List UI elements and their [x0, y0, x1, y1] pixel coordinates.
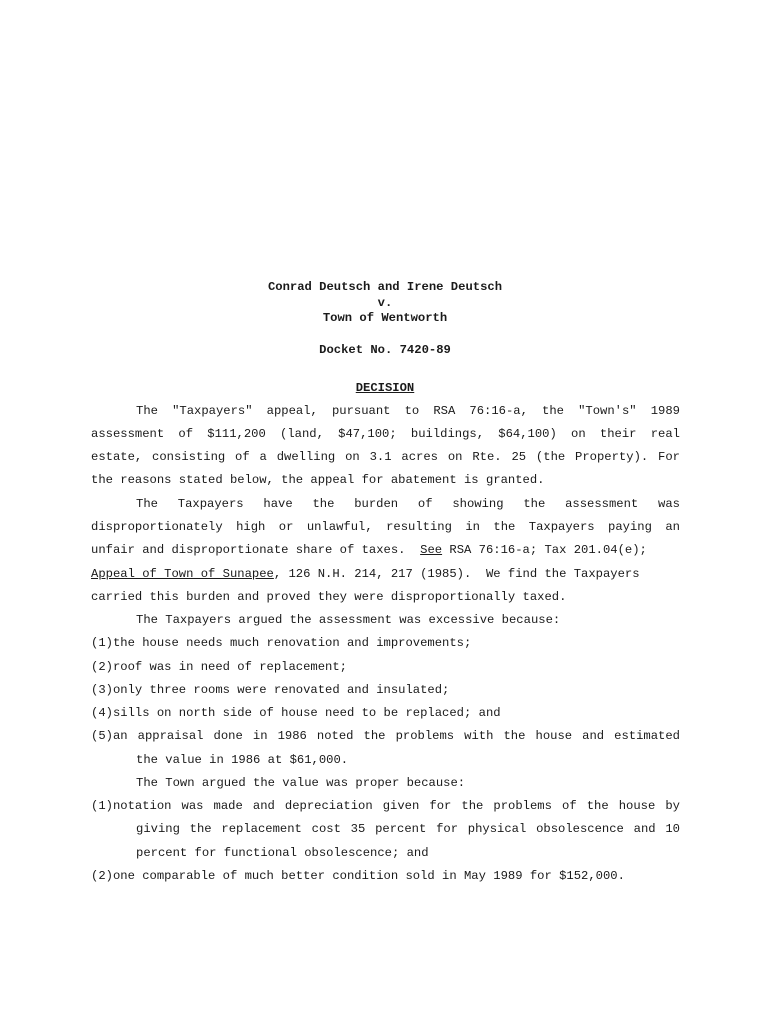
caption-parties: Conrad Deutsch and Irene Deutsch	[267, 280, 503, 294]
para2-line3-a: unfair and disproportionate share of taxes.	[91, 543, 421, 557]
docket-number: Docket No. 7420-89	[319, 343, 451, 357]
para2-line4-b: , 126 N.H. 214, 217 (1985). We find the Taxpayers	[273, 567, 640, 581]
taxpayers-item-5: (5)an appraisal done in 1986 noted the problems with the house and estimated	[91, 729, 680, 743]
decision-heading	[0, 380, 770, 396]
taxpayers-item-5-cont: the value in 1986 at $61,000.	[136, 753, 349, 767]
taxpayers-item-2: (2)roof was in need of replacement;	[91, 660, 347, 674]
case-citation: Appeal of Town of Sunapee	[91, 567, 274, 581]
para2-line3-b: RSA 76:16-a; Tax 201.04(e);	[442, 543, 647, 557]
decision-heading-text: DECISION	[355, 381, 415, 395]
town-item-1-cont: giving the replacement cost 35 percent for physical obsolescence and 10	[136, 822, 680, 836]
caption-respondent: Town of Wentworth	[322, 311, 448, 325]
caption-versus: v.	[377, 296, 393, 310]
para1-line3: estate, consisting of a dwelling on 3.1 acres on Rte. 25 (the Property). For	[91, 450, 680, 464]
para2-line2: disproportionately high or unlawful, resulting in the Taxpayers paying an	[91, 520, 680, 534]
para1-line4: the reasons stated below, the appeal for abatement is granted.	[91, 473, 545, 487]
taxpayers-item-1: (1)the house needs much renovation and improvements;	[91, 636, 472, 650]
para1-line1: The "Taxpayers" appeal, pursuant to RSA 76:16-a, the "Town's" 1989	[136, 404, 680, 418]
see-signal: See	[420, 543, 443, 557]
town-intro: The Town argued the value was proper because:	[136, 776, 466, 790]
town-item-1: (1)notation was made and depreciation given for the problems of the house by	[91, 799, 680, 813]
taxpayers-item-3: (3)only three rooms were renovated and insulated;	[91, 683, 450, 697]
para2-line5: carried this burden and proved they were disproportionally taxed.	[91, 590, 567, 604]
town-item-1-cont2: percent for functional obsolescence; and	[136, 846, 429, 860]
taxpayers-intro: The Taxpayers argued the assessment was excessive because:	[136, 613, 561, 627]
para1-line2: assessment of $111,200 (land, $47,100; buildings, $64,100) on their real	[91, 427, 680, 441]
para2-line3	[91, 541, 680, 559]
para2-line1: The Taxpayers have the burden of showing the assessment was	[136, 497, 680, 511]
town-item-2: (2)one comparable of much better condition sold in May 1989 for $152,000.	[91, 869, 625, 883]
taxpayers-item-4: (4)sills on north side of house need to be replaced; and	[91, 706, 501, 720]
para2-line4	[91, 565, 680, 583]
